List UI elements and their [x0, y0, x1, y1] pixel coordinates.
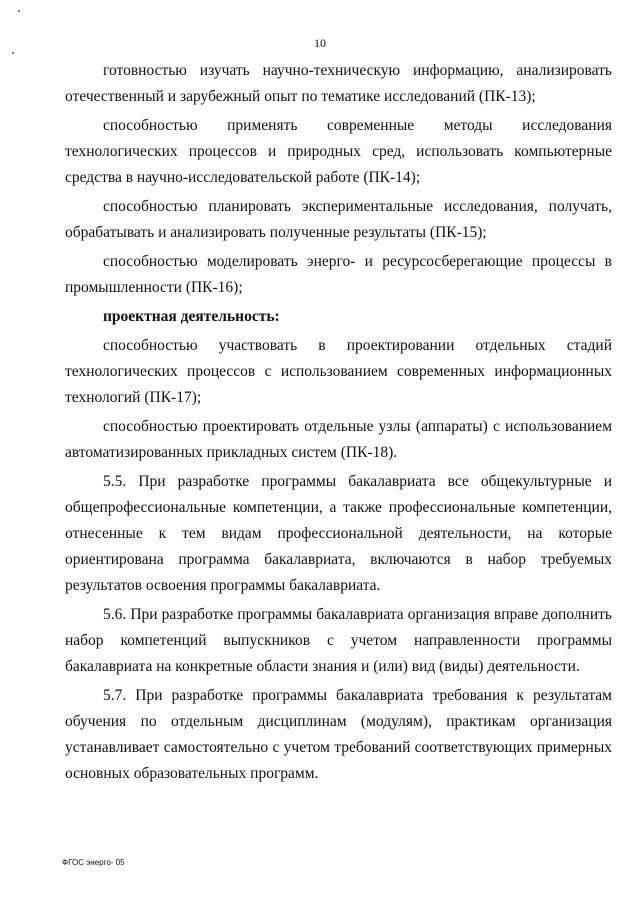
scan-speck: [18, 10, 20, 12]
page-number: 10: [314, 36, 326, 50]
paragraph-pk15: способностью планировать экспериментальные исследования, получать, обрабатывать и анализировать полученные результаты (ПК-15);: [65, 198, 612, 241]
paragraph-5-7: 5.7. При разработке программы бакалавриата требования к результатам обучения по отдельным дисциплинам (модулям), практикам организация устанавливает самостоятельно с учетом требований соответствующих примерных основных образовательных программ.: [65, 687, 612, 782]
paragraph-5-6: 5.6. При разработке программы бакалавриата организация вправе дополнить набор компетенций выпускников с учетом направленности программы бакалавриата на конкретные области знания и (или) вид (виды) деятельности.: [65, 606, 612, 675]
paragraph-pk16: способностью моделировать энерго- и ресурсосберегающие процессы в промышленности (ПК-16);: [65, 253, 612, 296]
paragraph-pk18: способностью проектировать отдельные узлы (аппараты) с использованием автоматизированных прикладных систем (ПК-18).: [65, 418, 612, 461]
page-footer: ФГОС энерго- 05: [62, 858, 125, 867]
paragraph-5-5: 5.5. При разработке программы бакалавриата все общекультурные и общепрофессиональные компетенции, а также профессиональные компетенции, отнесенные к тем видам профессиональной деятельности, на которые ориентирована программа бакалавриата, включаются в набор требуемых результатов освоения программы бакалавриата.: [65, 473, 612, 594]
scan-speck: [12, 52, 14, 54]
paragraph-pk17: способностью участвовать в проектировании отдельных стадий технологических процессов с использованием современных информационных технологий (ПК-17);: [65, 337, 612, 406]
section-heading-project-activity: проектная деятельность:: [103, 308, 280, 325]
document-body: [65, 58, 612, 787]
paragraph-pk13: готовностью изучать научно-техническую информацию, анализировать отечественный и зарубежный опыт по тематике исследований (ПК-13);: [65, 62, 612, 105]
paragraph-pk14: способностью применять современные методы исследования технологических процессов и природных сред, использовать компьютерные средства в научно-исследовательской работе (ПК-14);: [65, 117, 612, 186]
